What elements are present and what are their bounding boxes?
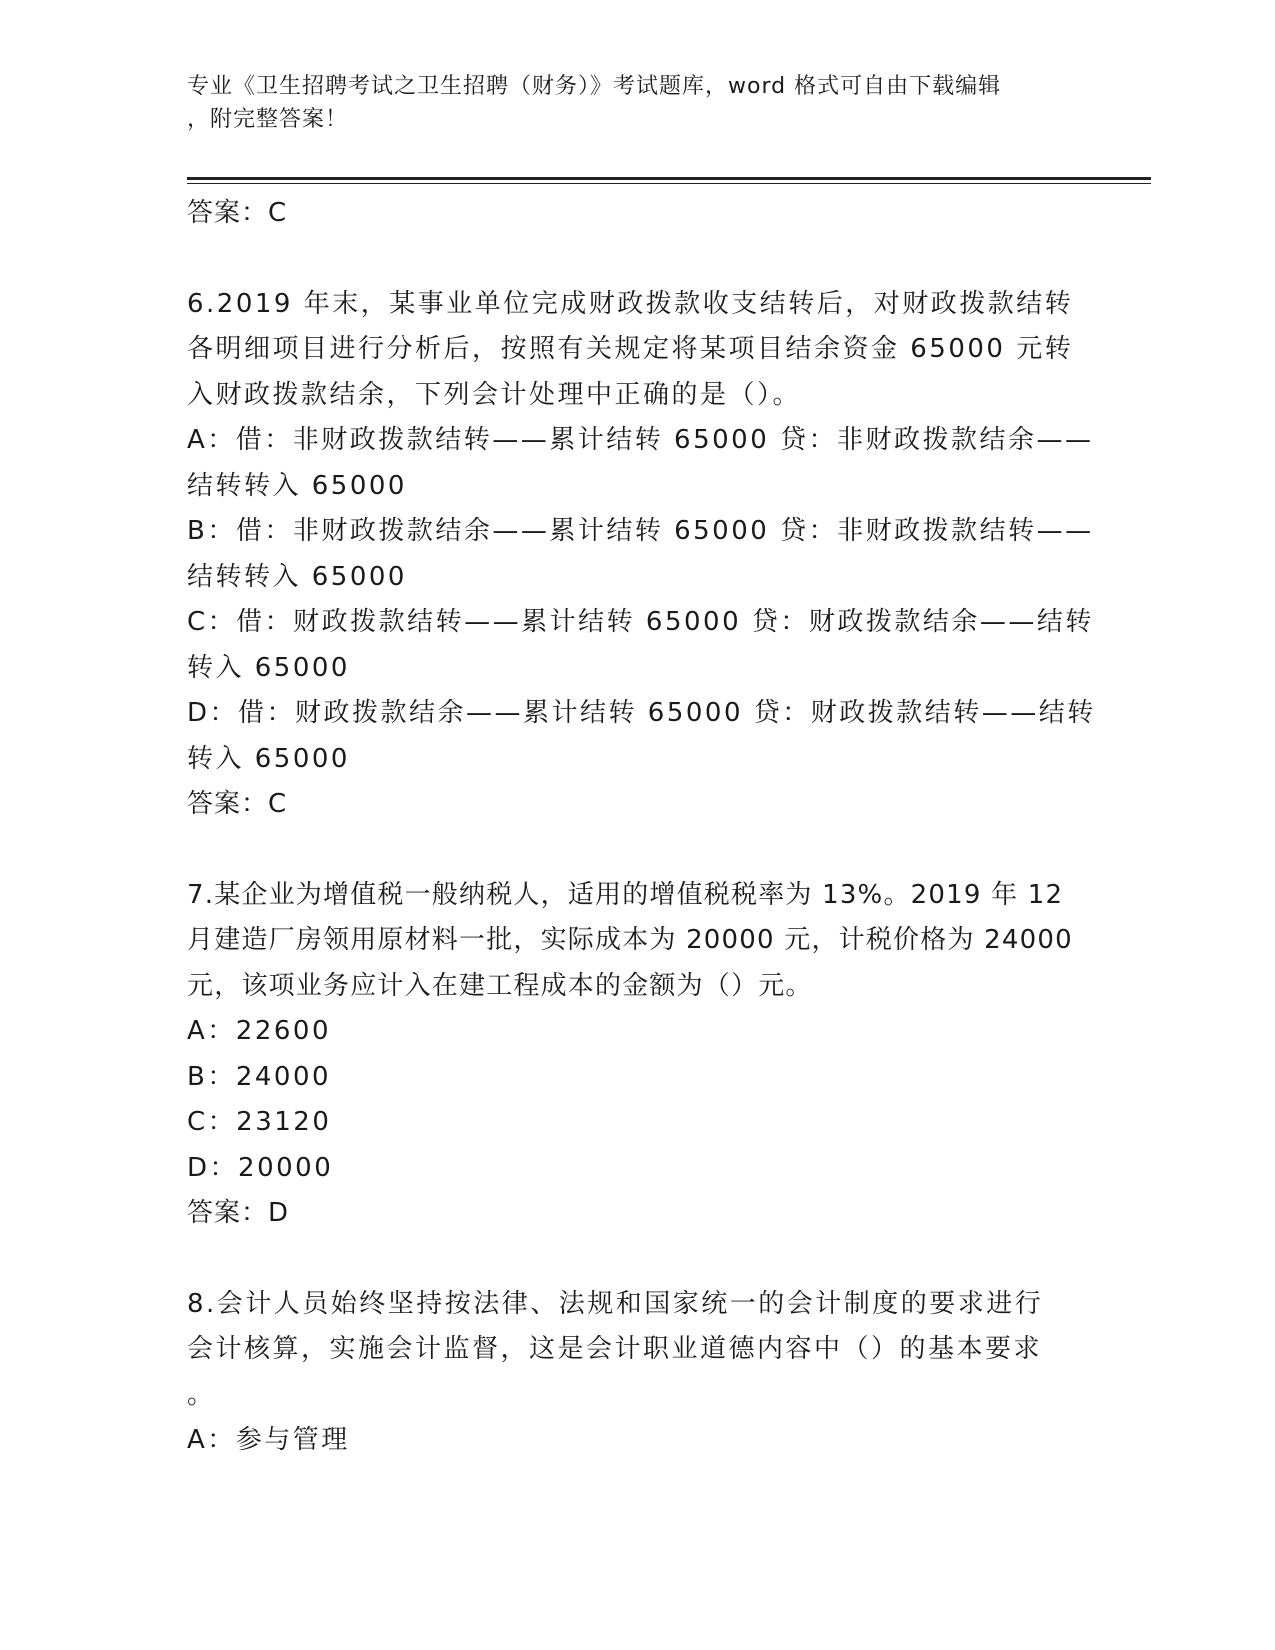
option-d: D：20000 [187,1152,334,1183]
option-a-cont: 结转转入 65000 [187,470,407,501]
answer-q7: 答案：D [187,1198,290,1228]
question-text-line: 7.某企业为增值税一般纳税人，适用的增值税税率为 13%。2019 年 12 [187,879,1064,910]
question-8 [187,1282,1087,1464]
question-text-line: 入财政拨款结余，下列会计处理中正确的是（）。 [187,379,802,410]
document-header [187,70,1067,136]
question-text-line: 。 [187,1379,216,1410]
option-d: D：借：财政拨款结余——累计结转 65000 贷：财政拨款结转——结转 [187,698,1096,728]
option-b-cont: 结转转入 65000 [187,561,407,592]
question-text-line: 8.会计人员始终坚持按法律、法规和国家统一的会计制度的要求进行 [187,1288,1044,1319]
spacer [187,237,1087,282]
document-body [187,191,1096,1464]
answer-q6: 答案：C [187,789,288,819]
header-line-2: ，附完整答案！ [187,107,349,132]
option-b: B：24000 [187,1061,332,1092]
option-c: C：借：财政拨款结转——累计结转 65000 贷：财政拨款结余——结转 [187,607,1094,637]
answer-previous: 答案：C [187,198,288,228]
option-d-cont: 转入 65000 [187,743,350,774]
question-text-line: 会计核算，实施会计监督，这是会计职业道德内容中（）的基本要求 [187,1334,1043,1364]
question-text-line: 月建造厂房领用原材料一批，实际成本为 20000 元，计税价格为 24000 [187,925,1073,955]
header-divider-thin [187,183,1151,184]
header-line-1: 专业《卫生招聘考试之卫生招聘（财务）》考试题库，word 格式可自由下载编辑 [187,74,1002,99]
header-divider-thick [187,177,1151,180]
option-a: A：22600 [187,1016,331,1046]
option-c-cont: 转入 65000 [187,652,350,683]
question-text-line: 各明细项目进行分析后，按照有关规定将某项目结余资金 65000 元转 [187,334,1074,364]
question-6 [187,282,1096,828]
spacer [187,1237,1087,1282]
option-a: A：参与管理 [187,1425,350,1455]
spacer [187,828,1087,873]
question-7 [187,873,1087,1237]
option-c: C：23120 [187,1107,332,1137]
option-b: B：借：非财政拨款结余——累计结转 65000 贷：非财政拨款结转—— [187,516,1094,546]
option-a: A：借：非财政拨款结转——累计结转 65000 贷：非财政拨款结余—— [187,425,1094,455]
question-text-line: 元，该项业务应计入在建工程成本的金额为（）元。 [187,970,813,1001]
question-text-line: 6.2019 年末，某事业单位完成财政拨款收支结转后，对财政拨款结转 [187,288,1074,319]
